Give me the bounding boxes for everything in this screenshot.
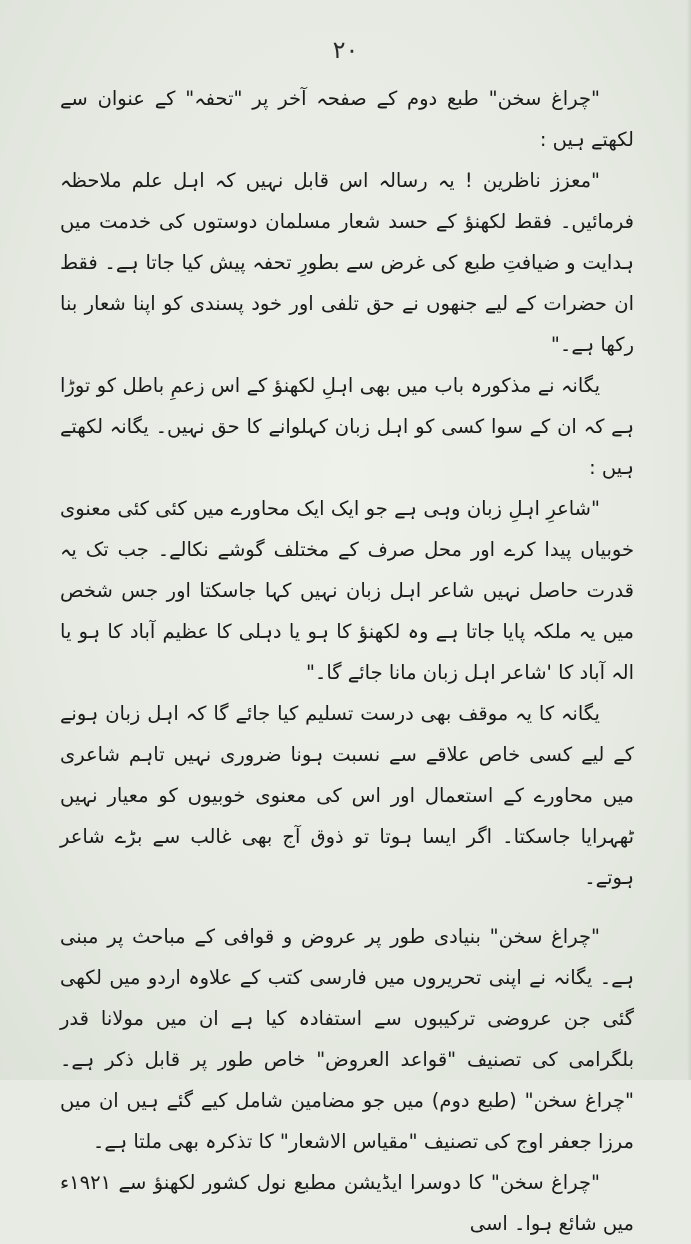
paragraph-yagana-stance: یگانہ کا یہ موقف بھی درست تسلیم کیا جائے گا کہ اہل زبان ہونے کے لیے کسی خاص علاقے سے نسبت ہونا ضروری نہیں تاہم شاعری میں محاورے کے استعمال اور اس کی معنوی خوبیوں کو معیار نہیں ٹھہرایا جاسکتا۔ اگر ایسا ہوتا تو ذوق آج بھی غالب سے بڑے شاعر ہوتے۔ — [60, 702, 634, 889]
paragraph-second-edition: "چراغ سخن" کا دوسرا ایڈیشن مطبع نول کشور لکھنؤ سے ۱۹۲۱ء میں شائع ہوا۔ اسی — [60, 1171, 634, 1235]
paragraph-intro-quote: "چراغ سخن" طبع دوم کے صفحہ آخر پر "تحفہ" کے عنوان سے لکھتے ہیں : — [60, 87, 634, 151]
page-number: ۲۰ — [332, 36, 359, 64]
body-text — [60, 78, 634, 1244]
paragraph-yagana-lucknow: یگانہ نے مذکورہ باب میں بھی اہلِ لکھنؤ کے اس زعمِ باطل کو توڑا ہے کہ ان کے سوا کسی کو اہل زبان کہلوانے کا حق نہیں۔ یگانہ لکھتے ہیں : — [60, 374, 634, 479]
paragraph-tohfa-quote: "معزز ناظرین ! یہ رسالہ اس قابل نہیں کہ اہل علم ملاحظہ فرمائیں۔ فقط لکھنؤ کے حسد شعار مسلمان دوستوں کی خدمت میں ہدایت و ضیافتِ طبع کی غرض سے بطورِ تحفہ پیش کیا جاتا ہے۔ فقط ان حضرات کے لیے جنھوں نے حق تلفی اور خود پسندی کو اپنا شعار بنا رکھا ہے۔" — [60, 169, 634, 356]
paragraph-ahl-e-zaban-quote: "شاعرِ اہلِ زبان وہی ہے جو ایک ایک محاورے میں کئی کئی معنوی خوبیاں پیدا کرے اور محل صرف کے مختلف گوشے نکالے۔ جب تک یہ قدرت حاصل نہیں شاعر اہل زبان نہیں کہا جاسکتا اور جس شخص میں یہ ملکہ پایا جاتا ہے وہ لکھنؤ کا ہو یا دہلی کا عظیم آباد کا ہو یا الہ آباد کا 'شاعر اہل زبان مانا جائے گا۔" — [60, 497, 634, 684]
paragraph-charagh-sukhan-basis: "چراغ سخن" بنیادی طور پر عروض و قوافی کے مباحث پر مبنی ہے۔ یگانہ نے اپنی تحریروں میں فارسی کتب کے علاوہ اردو میں لکھی گئی جن عروضی ترکیبوں سے استفادہ کیا ہے ان میں مولانا قدر بلگرامی کی تصنیف "قواعد العروض" خاص طور پر قابل ذکر ہے۔ "چراغ سخن" (طبع دوم) میں جو مضامین شامل کیے گئے ہیں ان میں مرزا جعفر اوج کی تصنیف "مقیاس الاشعار" کا تذکرہ بھی ملتا ہے۔ — [60, 925, 634, 1153]
scan-edge-shadow — [686, 0, 691, 1080]
